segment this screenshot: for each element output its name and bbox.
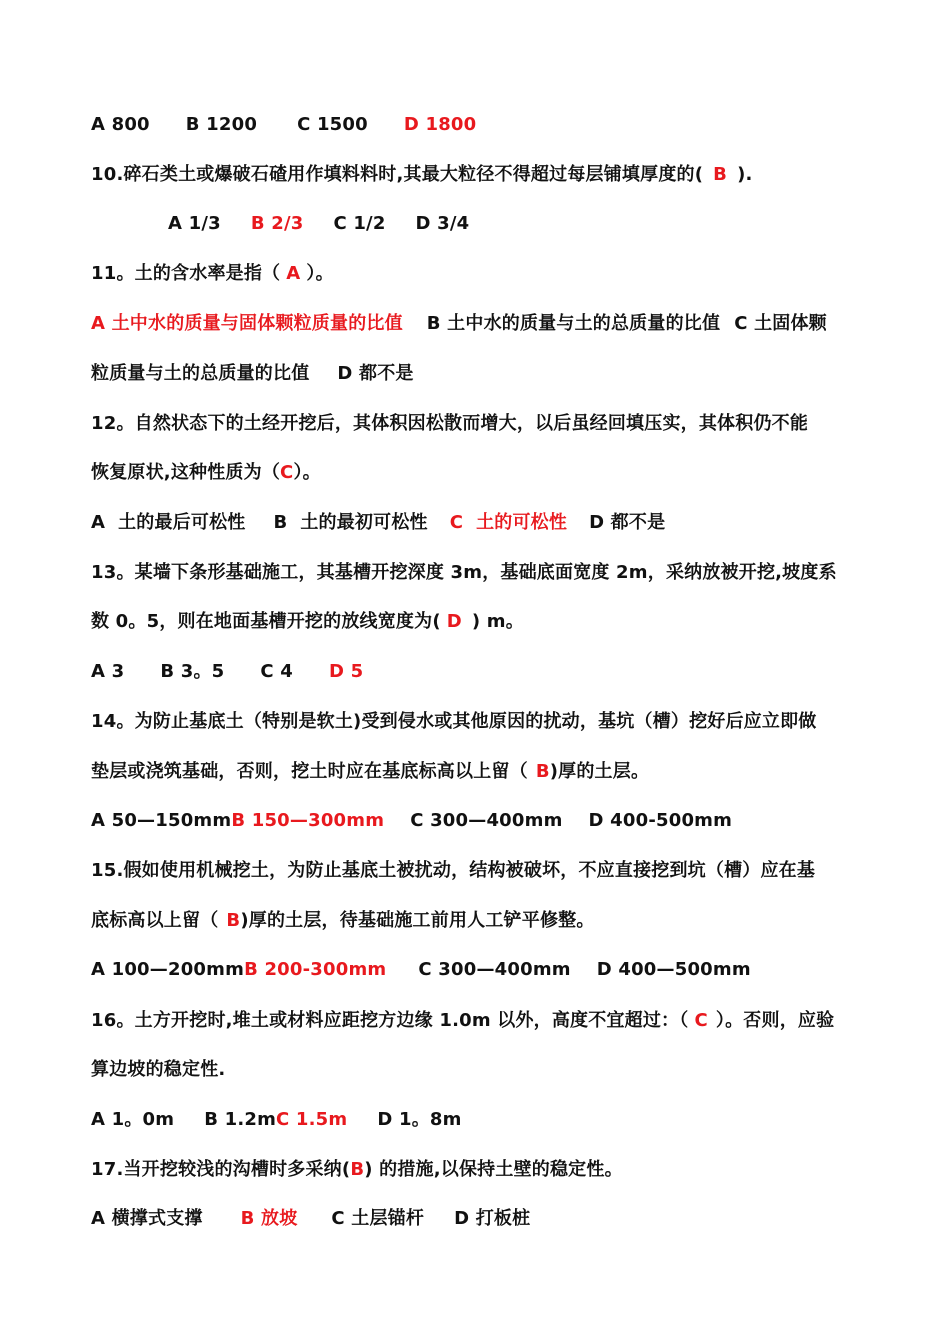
answer-mark: C [694,1010,708,1031]
option-c: C 1/2 [333,213,386,234]
question-text: 17.当开挖较浅的沟槽时多采纳( [91,1159,351,1180]
option-b: B 土中水的质量与土的总质量的比值 [426,313,721,334]
option-c: C 1500 [297,114,368,135]
option-a: A 横撑式支撑 [91,1208,203,1229]
option-c: C 300—400mm [410,810,563,831]
option-b-answer: B 200-300mm [244,959,387,980]
option-b: B 3。5 [160,661,225,682]
q12-stem-line1: 12。自然状态下的土经开挖后，其体积因松散而增大，以后虽经回填压实，其体积仍不能 [91,413,809,434]
answer-mark: B [350,1159,365,1180]
q10-stem [91,160,870,190]
question-text-end: ）。否则，应验 [715,1010,835,1031]
q16-stem-line2: 算边坡的稳定性. [91,1059,226,1080]
q17-options [91,1204,870,1234]
q14-stem-line1: 14。为防止基底土（特别是软土)受到侵水或其他原因的扰动，基坑（槽）挖好后应立即做 [91,711,817,732]
q10-options [168,209,870,239]
q16-options [91,1105,870,1135]
option-a: A 3 [91,661,125,682]
question-text-end: ）。 [306,263,334,284]
option-a: A 100—200mm [91,959,245,980]
q16-stem-line1 [91,1006,870,1036]
option-b: B 1.2m [204,1109,277,1130]
question-text: 10.碎石类土或爆破石碴用作填料料时,其最大粒径不得超过每层铺填厚度的( [91,164,704,185]
q14-stem-line2 [91,757,870,787]
option-d-answer: D 5 [328,661,364,682]
option-a: A 1/3 [168,213,221,234]
option-c-answer: C 土的可松性 [449,512,568,533]
q11-options-line2 [91,359,870,389]
answer-mark: B [226,910,241,931]
q12-options [91,508,870,538]
option-a-answer: A 土中水的质量与固体颗粒质量的比值 [91,313,403,334]
option-c: C 4 [260,661,293,682]
q13-options [91,657,870,687]
q12-stem-line2 [91,458,870,488]
question-text-end: ). [737,164,753,185]
option-a: A 土的最后可松性 [91,512,246,533]
question-text: 垫层或浇筑基础，否则，挖土时应在基底标高以上留（ [91,761,528,782]
option-c-continued: 粒质量与土的总质量的比值 [91,363,310,384]
question-text-end: )厚的土层。 [549,761,650,782]
option-a: A 50—150mm [91,810,232,831]
option-a: A 800 [91,114,150,135]
answer-mark: A [286,263,301,284]
question-text: 底标高以上留（ [91,910,219,931]
question-text-end: ）。 [293,462,321,483]
answer-mark: B [535,761,550,782]
option-b-answer: B 2/3 [250,213,304,234]
option-b: B 土的最初可松性 [273,512,428,533]
option-d-answer: D 1800 [403,114,477,135]
option-b-answer: B 150—300mm [231,810,385,831]
question-text-end: ) 的措施,以保持土壁的稳定性。 [364,1159,623,1180]
q15-stem-line1: 15.假如使用机械挖土，为防止基底土被扰动，结构被破坏，不应直接挖到坑（槽）应在基 [91,860,816,881]
option-c: C 300—400mm [418,959,571,980]
option-c-answer: C 1.5m [276,1109,348,1130]
q15-stem-line2 [91,906,870,936]
option-d: D 1。8m [377,1109,462,1130]
question-text-end: ) m。 [471,611,524,632]
option-d: D 都不是 [589,512,666,533]
option-c: C 土层锚杆 [331,1208,425,1229]
q15-options [91,955,870,985]
option-d: D 400—500mm [596,959,751,980]
option-b: B 1200 [185,114,258,135]
q11-stem [91,259,870,289]
option-d: D 都不是 [337,363,414,384]
answer-mark: C [280,462,294,483]
question-text: 恢复原状,这种性质为（ [91,462,281,483]
option-d: D 打板桩 [454,1208,531,1229]
question-text-end: )厚的土层，待基础施工前用人工铲平修整。 [240,910,595,931]
answer-mark: B [713,164,728,185]
question-text: 数 0。5，则在地面基槽开挖的放线宽度为( [91,611,441,632]
option-d: D 3/4 [415,213,470,234]
q14-options [91,806,870,836]
option-c: C 土固体颗 [734,313,827,334]
option-a: A 1。0m [91,1109,175,1130]
question-text: 16。土方开挖时,堆土或材料应距挖方边缘 1.0m 以外，高度不宜超过：（ [91,1010,689,1031]
q11-options-line1 [91,309,870,339]
q17-stem [91,1155,870,1185]
q13-stem-line2 [91,607,870,637]
q9-options [91,110,870,140]
q13-stem-line1: 13。某墙下条形基础施工，其基槽开挖深度 3m，基础底面宽度 2m，采纳放被开挖,坡度系 [91,562,837,583]
option-b-answer: B 放坡 [240,1208,298,1229]
question-text: 11。土的含水率是指（ [91,263,281,284]
option-d: D 400-500mm [588,810,733,831]
answer-mark: D [446,611,462,632]
